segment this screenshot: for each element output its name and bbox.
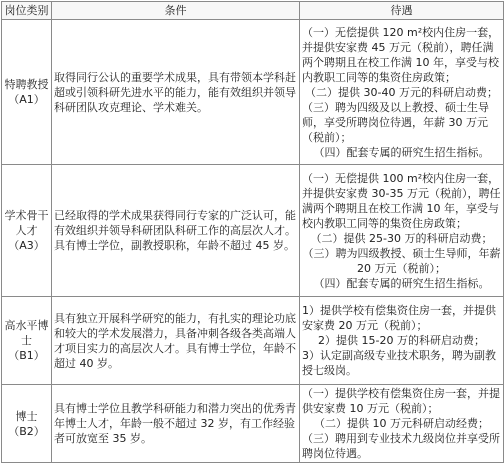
benefit-item: 1）提供学校有偿集资住房一套，并提供安家费 20 万元（税前）； (302, 304, 496, 332)
table-row (2, 165, 504, 297)
benefits-cell (300, 385, 504, 463)
benefit-item: （三）聘用到专业技术九级岗位并享受所聘岗位待遇。 (302, 432, 500, 460)
position-name: 特聘教授 (4, 78, 49, 91)
benefits-cell (300, 20, 504, 165)
position-cell (2, 165, 52, 297)
benefit-item: （一）提供学校有偿集资住房一套，并提供安家费 10 万元（税前）； (302, 387, 500, 415)
benefit-item: 3）认定副高级专业技术职务，聘为副教授七级岗。 (302, 349, 496, 377)
position-name: 高水平博士 (4, 319, 49, 347)
condition-cell: 具有博士学位且教学科研能力和潜力突出的优秀青年博士人才，年龄一般不超过 32 岁，有工作经验者可放宽至 35 岁。 (52, 385, 300, 463)
position-cell (2, 385, 52, 463)
table-row (2, 20, 504, 165)
benefits-cell (300, 297, 504, 385)
position-cell (2, 297, 52, 385)
benefit-item: （一）无偿提供 100 m²校内住房一套，并提供安家费 30-35 万元（税前），聘任满两个聘期且在校工作满 10 年，享受与校内教职工同等的集资住房政策； (302, 171, 501, 230)
page (0, 1, 504, 464)
header-position: 岗位类别 (2, 2, 52, 20)
condition-cell: 具有独立开展科学研究的能力，有扎实的理论功底和较大的学术发展潜力，具备冲刺各级各类高端人才项目实力的高层次人才。具有博士学位，年龄不超过 40 岁。 (52, 297, 300, 385)
condition-cell: 取得同行公认的重要学术成果，具有带领本学科赶超或引领科研先进水平的能力，能有效组织并领导科研团队攻克理论、学术难关。 (52, 20, 300, 165)
position-code: （A1） (8, 93, 45, 106)
benefit-item: （四）配套专属的研究生招生指标。 (313, 145, 490, 159)
benefit-item: （二）提供 30-40 万元的科研启动费； (305, 85, 498, 99)
benefits-cell (300, 165, 504, 297)
position-cell (2, 20, 52, 165)
header-row (2, 2, 504, 20)
position-code: （B2） (8, 424, 45, 438)
position-name: 博士 (15, 409, 38, 423)
benefit-item: 2）提供 15-20 万的科研启动费； (318, 334, 485, 347)
benefit-item: （三）聘为四级及以上教授、硕士生导师，享受所聘岗位待遇，年薪 30 万元（税前）； (302, 100, 489, 144)
benefits-table (1, 1, 504, 463)
benefit-item: （三）聘为四级教授、硕士生导师，年薪 20 万元（税前）； (302, 246, 501, 275)
table-row (2, 297, 504, 385)
position-name: 学术骨干人才 (4, 209, 49, 237)
benefit-item: （二）提供 25-30 万的科研启动费； (310, 231, 493, 245)
benefit-item: （四）配套专属的研究生招生指标。 (313, 276, 490, 290)
benefit-item: （一）无偿提供 120 m²校内住房一套，并提供安家费 45 万元（税前），聘任满两个聘期且在校工作满 10 年，享受与校内教职工同等的集资住房政策； (302, 25, 500, 84)
benefit-item: （二）提供 10 万元科研启动经费； (314, 417, 489, 430)
condition-cell: 已经取得的学术成果获得同行专家的广泛认可，能有效组织并领导科研团队科研工作的高层次人才。具有博士学位，副教授职称，年龄不超过 45 岁。 (52, 165, 300, 297)
header-condition: 条件 (52, 2, 300, 20)
table-row (2, 385, 504, 463)
position-code: （A3） (8, 239, 45, 252)
position-code: （B1） (8, 349, 45, 362)
header-benefits: 待遇 (300, 2, 504, 20)
